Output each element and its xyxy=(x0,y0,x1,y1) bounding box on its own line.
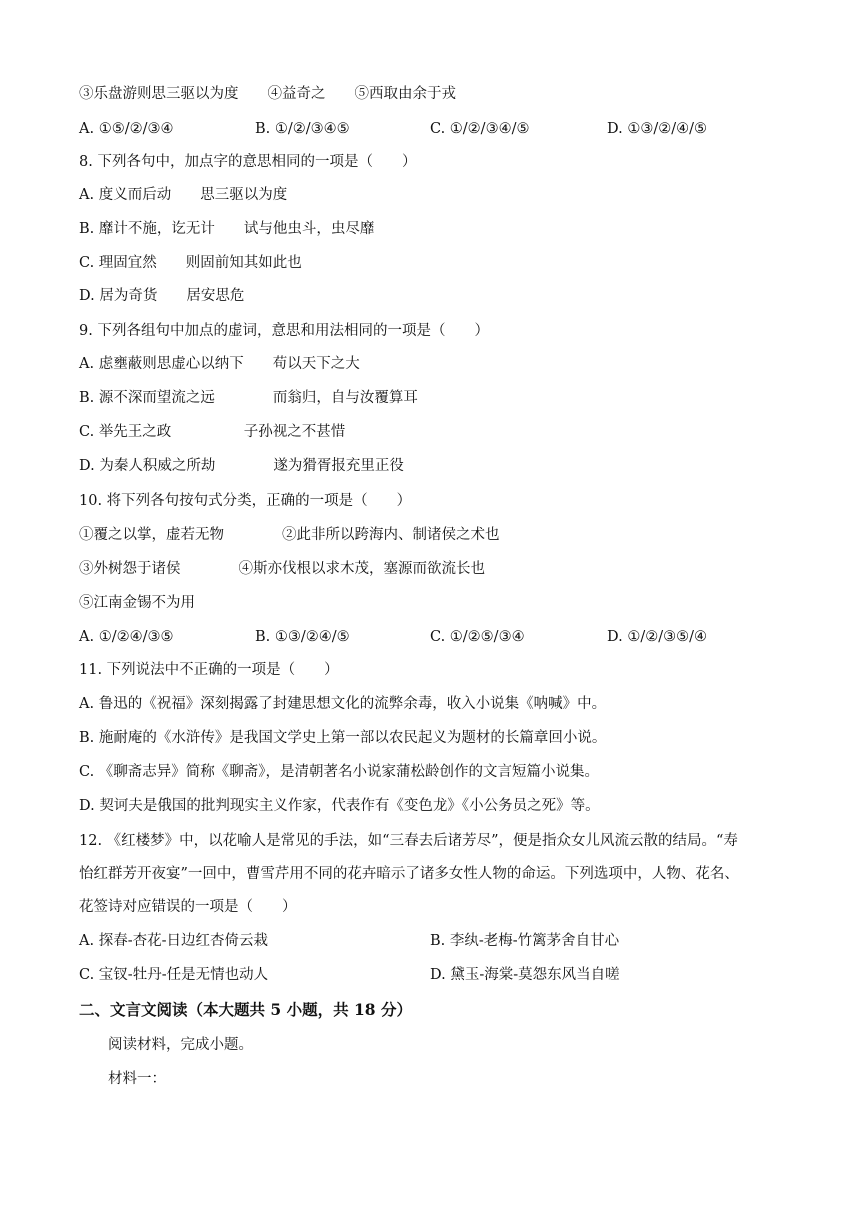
material-1-label: 材料一： xyxy=(108,1071,166,1087)
q9-option-b: B. 源不深而望流之远 而翁归，自与汝覆算耳 xyxy=(79,390,418,406)
q11-option-d: D. 契诃夫是俄国的批判现实主义作家，代表作有《变色龙》《小公务员之死》等。 xyxy=(79,798,600,814)
q9-option-d: D. 为秦人积威之所劫 遂为猾胥报充里正役 xyxy=(79,458,404,474)
q10-sentences-2: ③外树怨于诸侯 ④斯亦伐根以求木茂，塞源而欲流长也 xyxy=(79,561,485,577)
q10-stem: 10. 将下列各句按句式分类，正确的一项是（ ） xyxy=(79,493,412,509)
q8-stem: 8. 下列各句中，加点字的意思相同的一项是（ ） xyxy=(79,154,417,170)
q9-stem: 9. 下列各组句中加点的虚词，意思和用法相同的一项是（ ） xyxy=(79,323,489,339)
q7-option-b: B. ①/②/③④⑤ xyxy=(255,121,350,137)
q10-sentences-3: ⑤江南金锡不为用 xyxy=(79,595,195,611)
q12-stem-line-1: 12. 《红楼梦》中，以花喻人是常见的手法，如“三春去后诸芳尽”，便是指众女儿风流云散的结局。“寿 xyxy=(79,833,738,849)
q12-option-d: D. 黛玉-海棠-莫怨东风当自嗟 xyxy=(430,967,620,983)
q9-option-a: A. 虑壅蔽则思虚心以纳下 苟以天下之大 xyxy=(79,356,360,372)
q12-stem-line-3: 花签诗对应错误的一项是（ ） xyxy=(79,899,297,915)
q7-option-c: C. ①/②/③④/⑤ xyxy=(430,121,530,137)
q8-option-a: A. 度义而后动 思三驱以为度 xyxy=(79,187,288,203)
q12-stem-line-2: 怡红群芳开夜宴”一回中，曹雪芹用不同的花卉暗示了诸多女性人物的命运。下列选项中，人物、花名、 xyxy=(79,866,739,882)
q11-stem: 11. 下列说法中不正确的一项是（ ） xyxy=(79,662,339,678)
q10-option-b: B. ①③/②④/⑤ xyxy=(255,629,350,645)
q7-option-d: D. ①③/②/④/⑤ xyxy=(607,121,707,137)
reading-instruction: 阅读材料，完成小题。 xyxy=(108,1037,253,1053)
q9-option-c: C. 举先王之政 子孙视之不甚惜 xyxy=(79,424,346,440)
q12-option-a: A. 探春-杏花-日边红杏倚云栽 xyxy=(79,933,268,949)
q8-option-b: B. 靡计不施，讫无计 试与他虫斗，虫尽靡 xyxy=(79,221,375,237)
q7-option-a: A. ①⑤/②/③④ xyxy=(79,121,174,137)
q12-option-b: B. 李纨-老梅-竹篱茅舍自甘心 xyxy=(430,933,620,949)
q11-option-a: A. 鲁迅的《祝福》深刻揭露了封建思想文化的流弊余毒，收入小说集《呐喊》中。 xyxy=(79,696,607,712)
q7-items-line: ③乐盘游则思三驱以为度 ④益奇之 ⑤西取由余于戎 xyxy=(79,86,456,102)
q11-option-c: C. 《聊斋志异》简称《聊斋》，是清朝著名小说家蒲松龄创作的文言短篇小说集。 xyxy=(79,764,600,780)
q10-option-c: C. ①/②⑤/③④ xyxy=(430,629,525,645)
q8-option-d: D. 居为奇货 居安思危 xyxy=(79,288,245,304)
q8-option-c: C. 理固宜然 则固前知其如此也 xyxy=(79,255,302,271)
q10-sentences-1: ①覆之以掌，虚若无物 ②此非所以跨海内、制诸侯之术也 xyxy=(79,527,500,543)
q12-option-c: C. 宝钗-牡丹-任是无情也动人 xyxy=(79,967,269,983)
q10-option-a: A. ①/②④/③⑤ xyxy=(79,629,174,645)
q11-option-b: B. 施耐庵的《水浒传》是我国文学史上第一部以农民起义为题材的长篇章回小说。 xyxy=(79,730,607,746)
section-2-title: 二、文言文阅读（本大题共 5 小题，共 18 分） xyxy=(79,1000,412,1019)
q10-option-d: D. ①/②/③⑤/④ xyxy=(607,629,707,645)
